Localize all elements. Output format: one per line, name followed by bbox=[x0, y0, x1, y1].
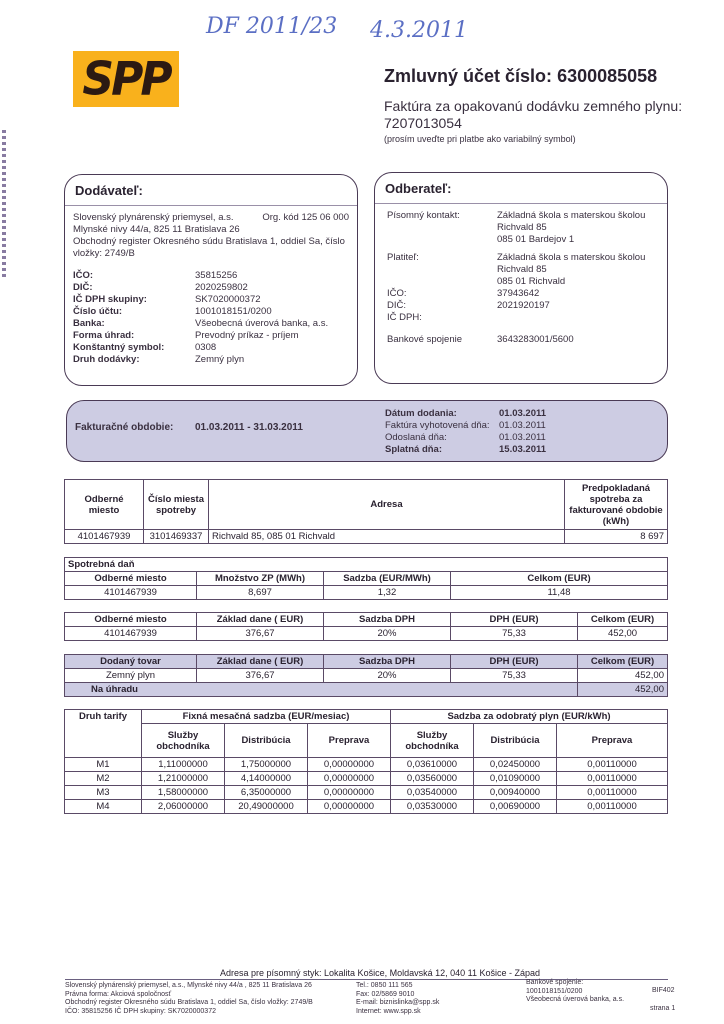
scan-edge-marks bbox=[2, 130, 6, 280]
tariff-table: Druh tarify Fixná mesačná sadzba (EUR/mesiac) Sadzba za odobratý plyn (EUR/kWh) Služby obchodníka Distribúcia Preprava Služby obchodníka Distribúcia Preprava M1 1,11000000 1,75000000 0,00000000 0,03610000 0,02450000 0,00110000 M2 1,21000000 4,14000000 0,00000000 0,03560000 0,01090000 0,00110000 M3 1,58000000 6,35000000 0,00000000 0,03540000 0,00940000 0,00110000 M4 2,06000000 20,49000000 0,00000000 0,03530000 0,00690000 0,00110000 bbox=[64, 709, 668, 814]
period-date-row: Faktúra vyhotovená dňa: 01.03.2011 bbox=[385, 420, 546, 431]
period-date-row: Dátum dodania: 01.03.2011 bbox=[385, 408, 547, 419]
customer-field bbox=[387, 288, 659, 300]
vat-point-table: Odberné miesto Základ dane ( EUR) Sadzba DPH DPH (EUR) Celkom (EUR) 4101467939 376,67 20% 75,33 452,00 bbox=[64, 612, 668, 641]
footer-contact-info: Tel.: 0850 111 565 Fax: 02/5869 9010 E-mail: biznislinka@spp.sk Internet: www.spp.sk bbox=[356, 982, 440, 1015]
col-header: Odberné miesto bbox=[65, 480, 144, 530]
total-row bbox=[65, 683, 668, 697]
supplier-field bbox=[73, 306, 349, 318]
supplier-org-code: Org. kód 125 06 000 bbox=[262, 212, 349, 223]
supplier-field bbox=[73, 282, 349, 294]
customer-panel bbox=[374, 172, 668, 384]
period-value: 01.03.2011 - 31.03.2011 bbox=[195, 422, 303, 433]
field-label: IČ DPH skupiny: bbox=[73, 294, 147, 305]
footer-bank-info: Bankové spojenie: 1001018151/0200 Všeobecná úverová banka, a.s. bbox=[526, 979, 625, 1004]
supplier-address: Mlynské nivy 44/a, 825 11 Bratislava 26 bbox=[73, 224, 240, 235]
period-dates bbox=[385, 408, 546, 456]
supplier-field bbox=[73, 318, 349, 330]
footer-address-title: Adresa pre písomný styk: Lokalita Košice, Moldavská 12, 040 11 Košice - Západ bbox=[220, 968, 540, 978]
excise-tax-table: Spotrebná daň Odberné miesto Množstvo ZP (MWh) Sadzba (EUR/MWh) Celkom (EUR) 4101467939 8,697 1,32 11,48 bbox=[64, 557, 668, 600]
col-header: Číslo miesta spotreby bbox=[144, 480, 209, 530]
customer-payer: Platiteľ: Základná škola s materskou školou Richvald 85 085 01 Richvald bbox=[387, 252, 646, 287]
table-row: 4101467939 8,697 1,32 11,48 bbox=[65, 586, 668, 600]
supplier-field bbox=[73, 270, 349, 282]
total-value: 452,00 bbox=[578, 683, 668, 697]
table-row: M4 2,06000000 20,49000000 0,00000000 0,03530000 0,00690000 0,00110000 bbox=[65, 800, 668, 814]
supplier-register: Obchodný register Okresného súdu Bratislava 1, oddiel Sa, číslo vložky: 2749/B bbox=[73, 236, 345, 259]
supplier-title: Dodávateľ: bbox=[65, 175, 357, 206]
field-value: Zemný plyn bbox=[195, 354, 245, 365]
handwritten-date: 4.3.2011 bbox=[370, 18, 468, 43]
account-number: 6300085058 bbox=[557, 66, 658, 86]
col-header: Predpokladaná spotreba za fakturované obdobie (kWh) bbox=[565, 480, 668, 530]
field-value: 2021920197 bbox=[497, 300, 550, 311]
col-header: Adresa bbox=[209, 480, 565, 530]
customer-field bbox=[387, 312, 659, 324]
total-label: Na úhradu bbox=[65, 683, 578, 697]
handwritten-reference: DF 2011/23 bbox=[206, 14, 338, 39]
field-value: Prevodný príkaz - príjem bbox=[195, 330, 299, 341]
field-value: 37943642 bbox=[497, 288, 540, 299]
field-label: IČO: bbox=[387, 288, 407, 299]
table-row: M2 1,21000000 4,14000000 0,00000000 0,03560000 0,01090000 0,00110000 bbox=[65, 772, 668, 786]
field-label: IČO: bbox=[73, 270, 94, 281]
consumption-point-table bbox=[64, 479, 668, 544]
customer-bank: Bankové spojenie 3643283001/5600 bbox=[387, 334, 574, 345]
field-label: IČ DPH: bbox=[387, 312, 422, 323]
account-label: Zmluvný účet číslo: bbox=[384, 66, 553, 86]
field-value: 1001018151/0200 bbox=[195, 306, 272, 317]
table-row: 4101467939 376,67 20% 75,33 452,00 bbox=[65, 627, 668, 641]
period-date-row: Odoslaná dňa: 01.03.2011 bbox=[385, 432, 546, 443]
field-value: 2020259802 bbox=[195, 282, 248, 293]
field-label: Druh dodávky: bbox=[73, 354, 140, 365]
variable-symbol-note: (prosím uveďte pri platbe ako variabilný symbol) bbox=[384, 134, 576, 144]
supplier-field bbox=[73, 354, 349, 366]
footer-email: E-mail: biznislinka@spp.sk bbox=[356, 999, 440, 1007]
customer-field bbox=[387, 300, 659, 312]
goods-table: Dodaný tovar Základ dane ( EUR) Sadzba DPH DPH (EUR) Celkom (EUR) Zemný plyn 376,67 20% 75,33 452,00 Na úhradu 452,00 bbox=[64, 654, 668, 697]
supplier-field bbox=[73, 330, 349, 342]
spp-logo: SPP bbox=[73, 51, 179, 107]
invoice-heading bbox=[384, 98, 682, 132]
field-label: Banka: bbox=[73, 318, 105, 329]
period-date-row: Splatná dňa: 15.03.2011 bbox=[385, 444, 547, 455]
table-row: M1 1,11000000 1,75000000 0,00000000 0,03610000 0,02450000 0,00110000 bbox=[65, 758, 668, 772]
invoice-label: Faktúra za opakovanú dodávku zemného plynu: bbox=[384, 98, 683, 114]
field-label: Konštantný symbol: bbox=[73, 342, 165, 353]
table-row: Zemný plyn 376,67 20% 75,33 452,00 bbox=[65, 669, 668, 683]
account-title bbox=[384, 66, 657, 87]
supplier-field bbox=[73, 294, 349, 306]
table-row: 4101467939 3101469337 Richvald 85, 085 01 Richvald 8 697 bbox=[65, 530, 668, 544]
field-value: 0308 bbox=[195, 342, 217, 353]
footer-website: Internet: www.spp.sk bbox=[356, 1007, 421, 1015]
supplier-name: Slovenský plynárenský priemysel, a.s. bbox=[73, 212, 234, 223]
footer-company-info: Slovenský plynárenský priemysel, a.s., Mlynské nivy 44/a , 825 11 Bratislava 26 Právna forma: Akciová spoločnosť Obchodný register Okresného súdu Bratislava 1, oddiel Sa, číslo vložky: 2749/B IČO: 35815256 IČ DPH skupiny: SK7020000372 bbox=[65, 982, 313, 1015]
field-label: DIČ: bbox=[387, 300, 406, 311]
table-row: M3 1,58000000 6,35000000 0,00000000 0,03540000 0,00940000 0,00110000 bbox=[65, 786, 668, 800]
field-label: DIČ: bbox=[73, 282, 93, 293]
field-value: SK7020000372 bbox=[195, 294, 261, 305]
customer-contact: Písomný kontakt: Základná škola s materskou školou Richvald 85 085 01 Bardejov 1 bbox=[387, 210, 646, 245]
supplier-panel bbox=[64, 174, 358, 386]
field-label: Forma úhrad: bbox=[73, 330, 135, 341]
excise-tax-title: Spotrebná daň bbox=[65, 558, 668, 572]
billing-period-panel bbox=[66, 400, 668, 462]
customer-title: Odberateľ: bbox=[375, 173, 667, 204]
supplier-field bbox=[73, 342, 349, 354]
field-label: Číslo účtu: bbox=[73, 306, 123, 317]
field-value: 35815256 bbox=[195, 270, 238, 281]
page-number: strana 1 bbox=[650, 1005, 676, 1012]
form-code: BIF402 bbox=[652, 987, 675, 994]
period-label: Fakturačné obdobie: bbox=[75, 422, 174, 433]
field-value: Všeobecná úverová banka, a.s. bbox=[195, 318, 329, 329]
invoice-number: 7207013054 bbox=[384, 115, 462, 131]
